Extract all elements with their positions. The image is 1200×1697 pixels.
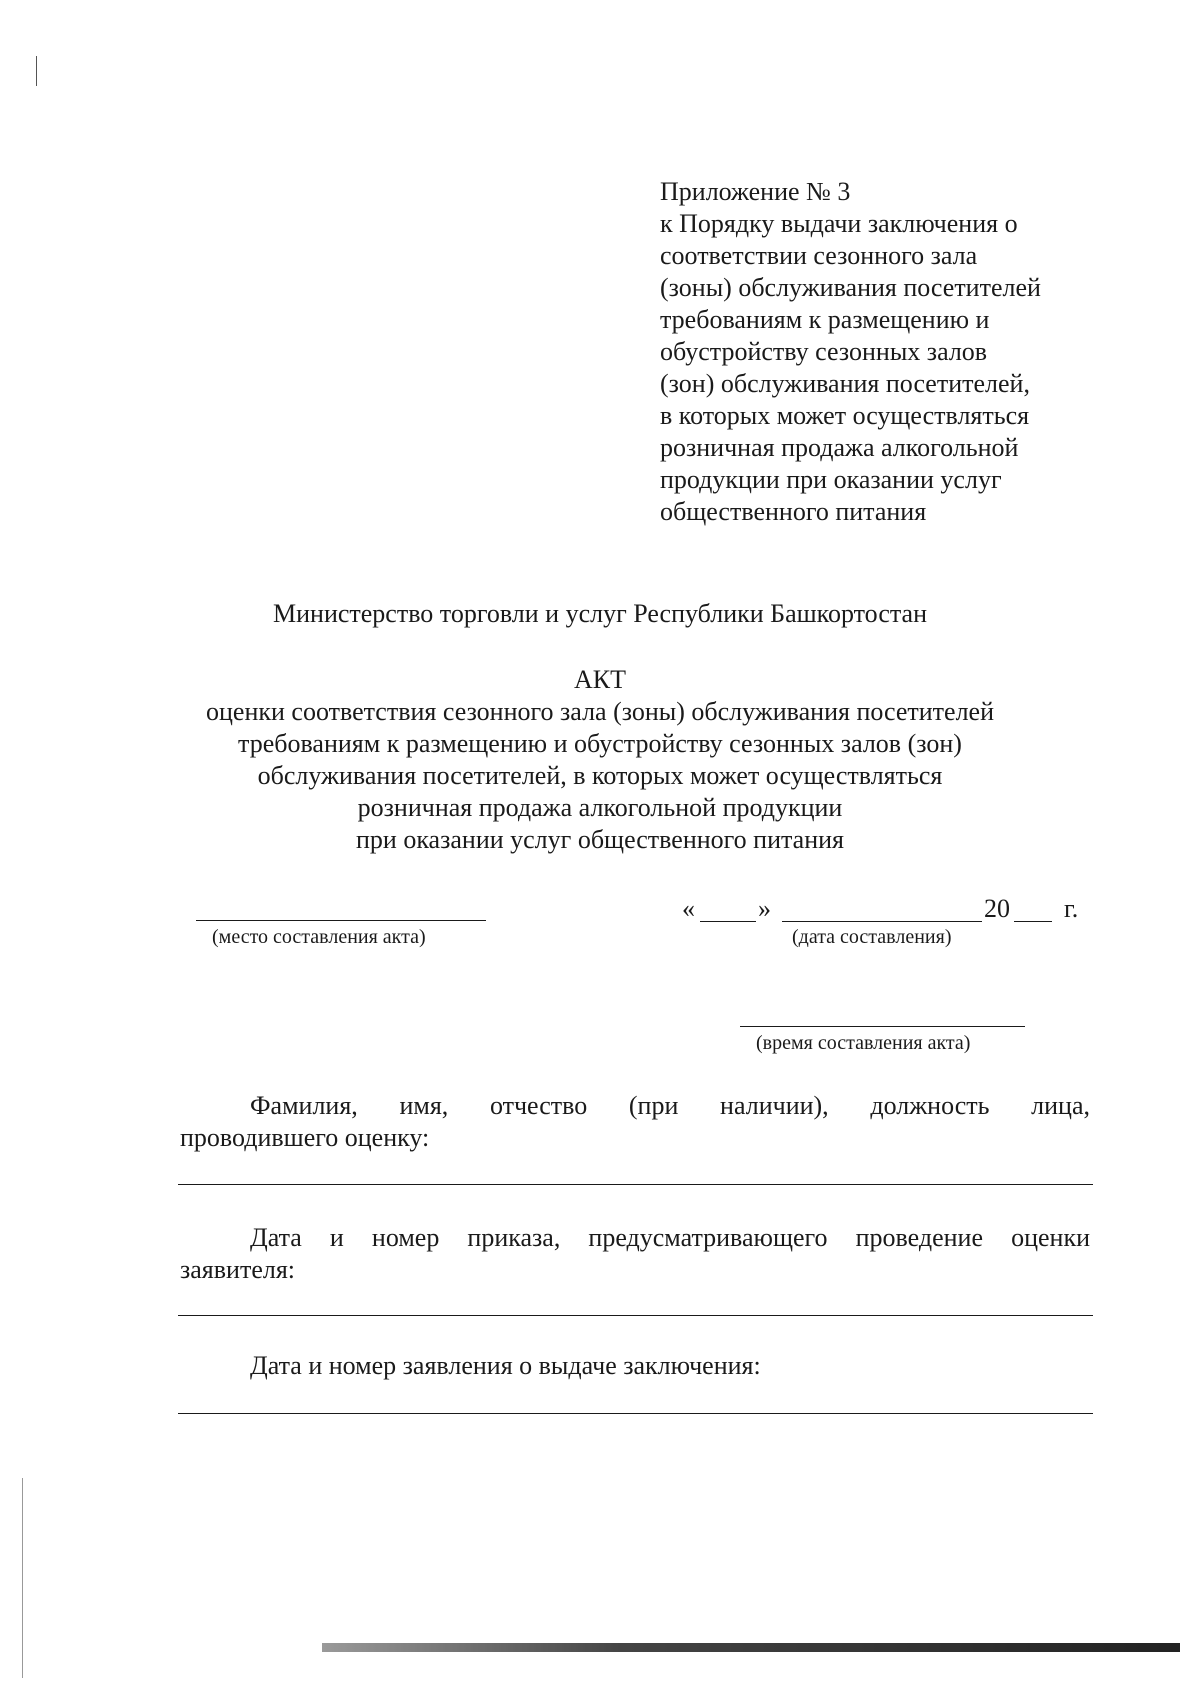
assessor-label-line2: проводившего оценку: <box>180 1123 430 1152</box>
date-close-quote: » <box>758 894 771 923</box>
date-month-line[interactable] <box>782 921 982 922</box>
act-subtitle-line: розничная продажа алкогольной продукции <box>357 793 843 822</box>
act-title: АКТ <box>574 665 626 694</box>
appendix-line: обустройству сезонных залов <box>660 337 988 366</box>
appendix-line: к Порядку выдачи заключения о <box>660 209 1018 238</box>
act-subtitle-line: при оказании услуг общественного питания <box>355 825 845 854</box>
act-subtitle-line: оценки соответствия сезонного зала (зоны) обслуживания посетителей <box>205 697 995 726</box>
act-subtitle-line: обслуживания посетителей, в которых может осуществляться <box>257 761 943 790</box>
date-year-suffix: г. <box>1064 894 1079 923</box>
appendix-line: Приложение № 3 <box>660 177 851 206</box>
scan-edge-mark-top <box>36 56 37 86</box>
appendix-block <box>660 176 1120 528</box>
date-year-line[interactable] <box>1014 921 1052 922</box>
act-subtitle-line: требованиям к размещению и обустройству сезонных залов (зон) <box>238 729 962 758</box>
place-caption: (место составления акта) <box>212 926 426 948</box>
order-label-line1: Дата и номер приказа, предусматривающего проведение оценки <box>250 1223 1090 1252</box>
scan-bottom-bar <box>322 1643 1180 1652</box>
appendix-line: розничная продажа алкогольной <box>660 433 1019 462</box>
date-year-prefix: 20 <box>984 894 1010 923</box>
scan-edge-mark-bottom <box>22 1478 23 1678</box>
time-input-line[interactable] <box>740 1026 1025 1027</box>
date-caption: (дата составления) <box>792 926 952 948</box>
appendix-line: продукции при оказании услуг <box>660 465 1002 494</box>
place-input-line[interactable] <box>196 920 486 921</box>
order-input-line[interactable] <box>178 1315 1093 1316</box>
application-label: Дата и номер заявления о выдаче заключения: <box>250 1351 761 1380</box>
appendix-line: (зон) обслуживания посетителей, <box>660 369 1030 398</box>
order-label-line2: заявителя: <box>180 1255 296 1284</box>
date-open-quote: « <box>682 894 695 923</box>
appendix-line: общественного питания <box>660 497 927 526</box>
ministry-name: Министерство торговли и услуг Республики Башкортостан <box>273 599 927 628</box>
appendix-line: (зоны) обслуживания посетителей <box>660 273 1041 302</box>
assessor-input-line[interactable] <box>178 1184 1093 1185</box>
act-subtitle <box>0 696 1200 856</box>
appendix-line: в которых может осуществляться <box>660 401 1030 430</box>
appendix-line: соответствии сезонного зала <box>660 241 978 270</box>
date-day-line[interactable] <box>700 921 756 922</box>
assessor-label-line1: Фамилия, имя, отчество (при наличии), должность лица, <box>250 1091 1090 1120</box>
appendix-line: требованиям к размещению и <box>660 305 990 334</box>
application-input-line[interactable] <box>178 1413 1093 1414</box>
time-caption: (время составления акта) <box>756 1032 971 1054</box>
